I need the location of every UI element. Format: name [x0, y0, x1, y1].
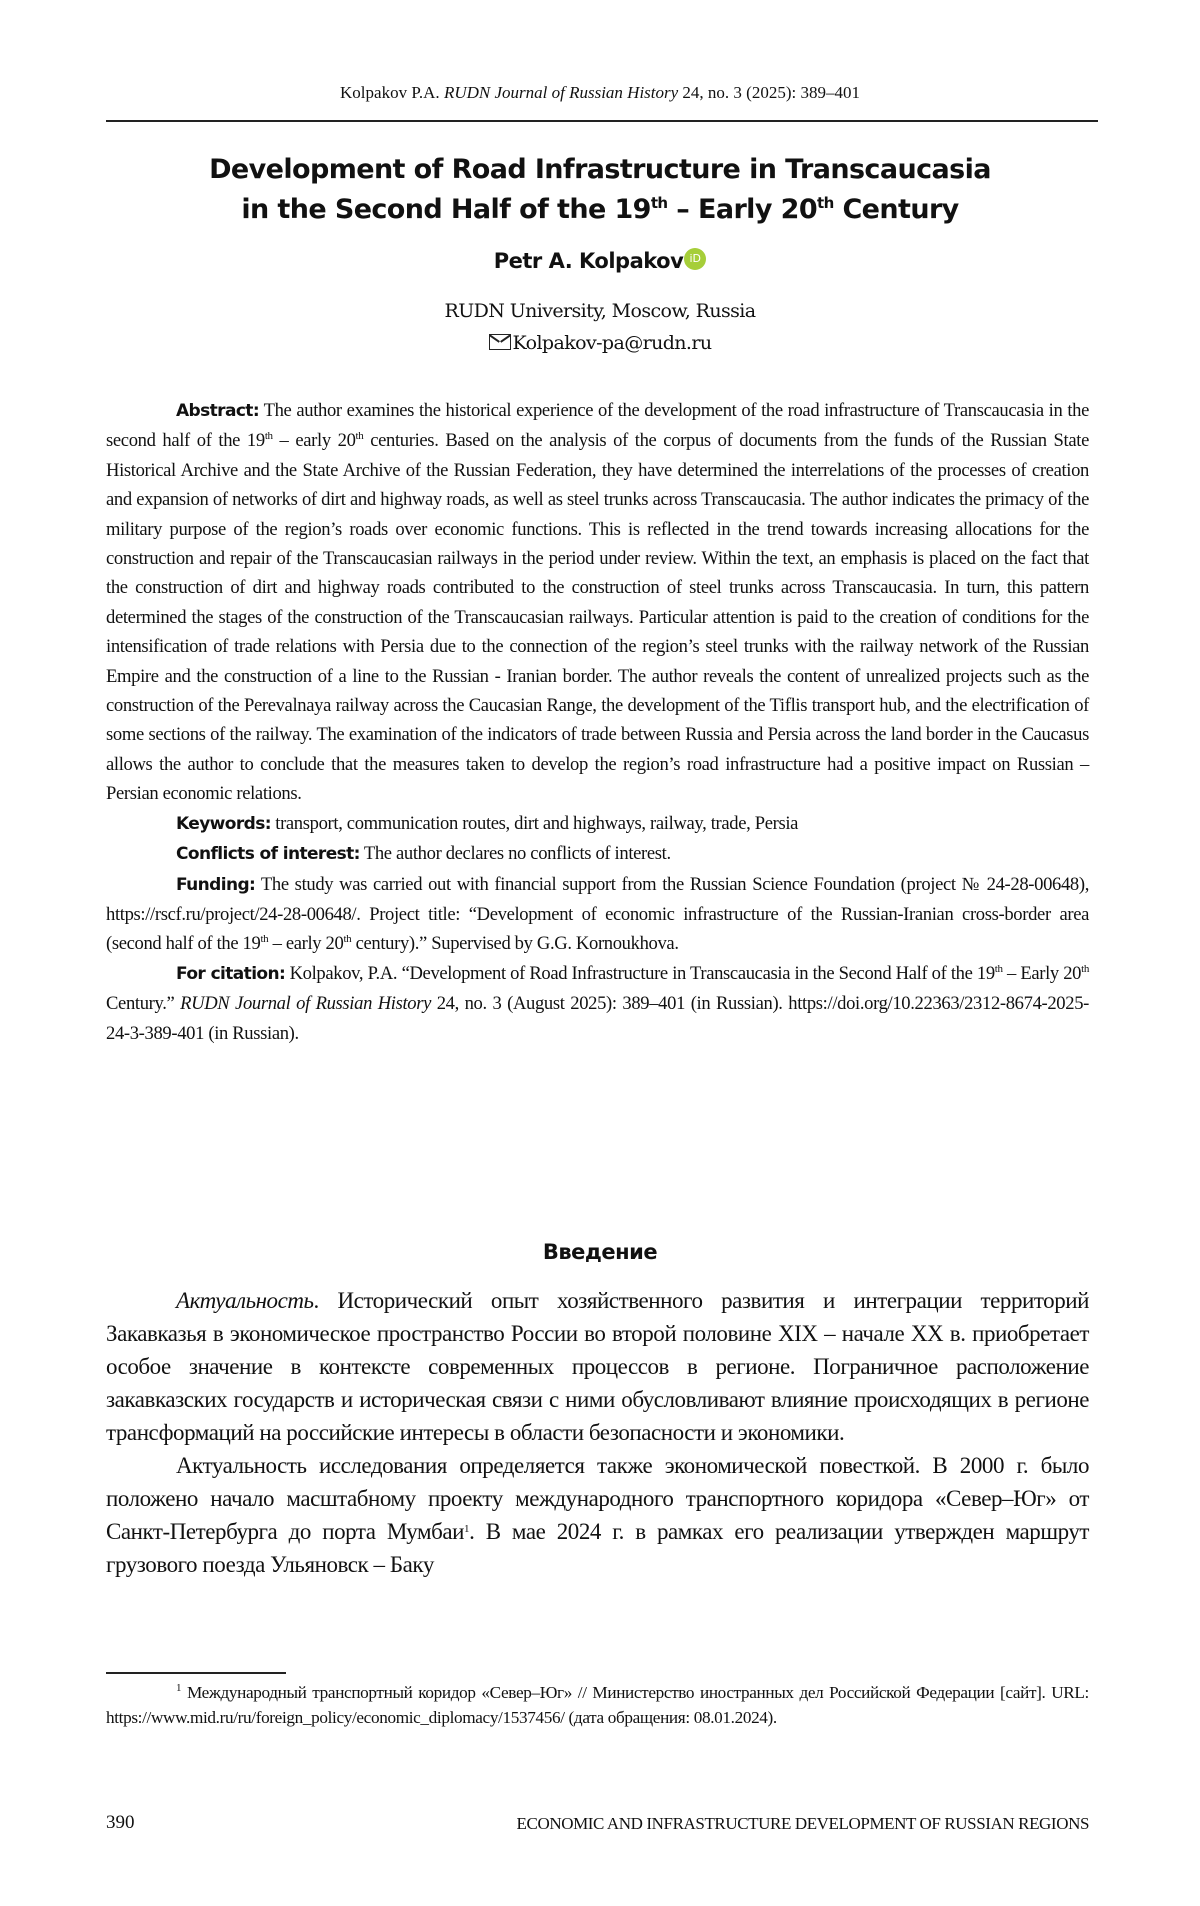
- article-title: [100, 150, 1100, 230]
- superscript: th: [355, 430, 364, 443]
- superscript: th: [994, 962, 1003, 975]
- email-link[interactable]: Kolpakov-pa@rudn.ru: [512, 332, 712, 354]
- envelope-icon: [489, 334, 511, 350]
- funding-text: – early 20: [268, 933, 344, 955]
- keywords: [106, 809, 1089, 839]
- keywords-text: transport, communication routes, dirt and highways, railway, trade, Persia: [270, 812, 799, 834]
- paragraph-text: . Исторический опыт хозяйственного развития и интеграции территорий Закавказья в экономическое пространство России во второй половине XIX – начале XX в. приобретает особое значение в контексте современных процессов в регионе. Пограничное расположение закавказских государств и историческая связи с ними обусловливают влияние происходящих в регионе трансформаций на российские интересы в области безопасности и экономики.: [106, 1288, 1089, 1445]
- header-rule: [106, 120, 1098, 122]
- author-line: [0, 248, 1200, 273]
- paragraph: [106, 1284, 1089, 1449]
- paragraph: [106, 1449, 1089, 1581]
- title-line-2: [100, 190, 1100, 230]
- header-author: Kolpakov P.A.: [340, 83, 444, 102]
- affiliation: RUDN University, Moscow, Russia: [444, 300, 756, 322]
- title-line-1: Development of Road Infrastructure in Transcaucasia: [209, 154, 991, 185]
- funding: [106, 870, 1089, 959]
- footnote-ref[interactable]: 1: [464, 1523, 470, 1535]
- title-sup: th: [650, 194, 668, 212]
- superscript: th: [1081, 962, 1089, 975]
- conflicts-text: The author declares no conflicts of interest.: [359, 843, 671, 865]
- email-line: [0, 332, 1200, 354]
- abstract: [106, 396, 1089, 809]
- title-text: – Early 20: [667, 194, 818, 225]
- orcid-icon[interactable]: iD: [684, 248, 706, 270]
- footnote: [106, 1680, 1089, 1730]
- page-number: 390: [106, 1812, 135, 1833]
- funding-text: century).” Supervised by G.G. Kornoukhova.: [351, 933, 679, 955]
- paragraph-lead: Актуальность: [176, 1288, 314, 1313]
- citation-label: For citation:: [176, 963, 286, 984]
- title-sup: th: [817, 194, 834, 212]
- citation-text: – Early 20: [1002, 962, 1082, 984]
- abstract-text: – early 20: [272, 430, 356, 452]
- superscript: th: [264, 430, 273, 443]
- body-text: [106, 1284, 1089, 1581]
- abstract-text: centuries. Based on the analysis of the corpus of documents from the funds of the Russian State Historical Archive and the State Archive of the Russian Federation, they have determined the interrelations of the processes of creation and expansion of networks of dirt and highway roads, as well as steel trunks across Transcaucasia. The author indicates the primacy of the military purpose of the region’s roads over economic functions. This is reflected in the trend towards increasing allocations for the construction and repair of the Transcaucasian railways in the period under review. Within the text, an emphasis is placed on the fact that the construction of dirt and highway roads contributed to the construction of steel trunks across Transcaucasia. In turn, this pattern determined the stages of the construction of the Transcaucasian railways. Particular attention is paid to the creation of conditions for the intensification of trade relations with Persia due to the connection of the region’s steel trunks with the railway network of the Russian Empire and the construction of a line to the Russian - Iranian border. The author reveals the content of unrealized projects such as the construction of the Perevalnaya railway across the Caucasian Range, the development of the Tiflis transport hub, and the electrification of some sections of the railway. The examination of the indicators of trade between Russia and Persia across the land border in the Caucasus allows the author to conclude that the measures taken to develop the region’s road infrastructure had a positive impact on Russian – Persian economic relations.: [106, 430, 1089, 805]
- citation-text: 24, no. 3 (August 2025): 389–401 (in Russian). https://doi.org/10.22363/2312-8674-2025-24-3-389-401 (in Russian).: [106, 993, 1089, 1044]
- footnote-number: 1: [176, 1682, 182, 1694]
- conflicts-of-interest: [106, 839, 1089, 869]
- citation-text: Kolpakov, P.A. “Development of Road Infrastructure in Transcaucasia in the Second Half of the 19: [285, 962, 995, 984]
- running-header: [0, 83, 1200, 103]
- superscript: th: [343, 933, 352, 946]
- citation-journal: RUDN Journal of Russian History: [180, 993, 432, 1015]
- conflicts-label: Conflicts of interest:: [176, 844, 360, 865]
- keywords-label: Keywords:: [176, 813, 271, 834]
- title-text: in the Second Half of the 19: [241, 194, 651, 225]
- header-volume: 24, no. 3 (2025): 389–401: [678, 83, 860, 102]
- funding-label: Funding:: [176, 874, 256, 895]
- abstract-text: The author examines the historical experience of the development of the road infrastructure of Transcaucasia in the second half of the 19: [106, 400, 1089, 452]
- superscript: th: [260, 933, 269, 946]
- title-text: Century: [833, 194, 959, 225]
- running-footer: ECONOMIC AND INFRASTRUCTURE DEVELOPMENT OF RUSSIAN REGIONS: [516, 1814, 1089, 1833]
- author-name: Petr A. Kolpakov: [493, 249, 684, 273]
- footnote-text-block: [106, 1680, 1089, 1730]
- footnote-rule: [106, 1672, 286, 1674]
- section-heading: Введение: [542, 1240, 658, 1264]
- abstract-block: [106, 396, 1089, 1048]
- funding-text: The study was carried out with financial support from the Russian Science Foundation (project № 24-28-00648), https://rscf.ru/project/24-28-00648/. Project title: “Development of economic infrastructure of the Russian-Iranian cross-border area (second half of the 19: [106, 873, 1089, 955]
- abstract-label: Abstract:: [176, 401, 260, 421]
- paragraph-text: . В мае 2024 г. в рамках его реализации утвержден маршрут грузового поезда Ульяновск – Баку: [106, 1519, 1089, 1577]
- citation-text: Century.”: [106, 993, 181, 1015]
- citation: [106, 959, 1089, 1048]
- paragraph-text: Актуальность исследования определяется также экономической повесткой. В 2000 г. было положено начало масштабному проекту международного транспортного коридора «Север–Юг» от Санкт-Петербурга до порта Мумбаи: [106, 1453, 1089, 1544]
- footnote-text: Международный транспортный коридор «Север–Юг» // Министерство иностранных дел Российской Федерации [сайт]. URL: https://www.mid.ru/ru/foreign_policy/economic_diplomacy/1537456/ (дата обращения: 08.01.2024).: [106, 1683, 1089, 1727]
- header-journal: RUDN Journal of Russian History: [443, 83, 679, 102]
